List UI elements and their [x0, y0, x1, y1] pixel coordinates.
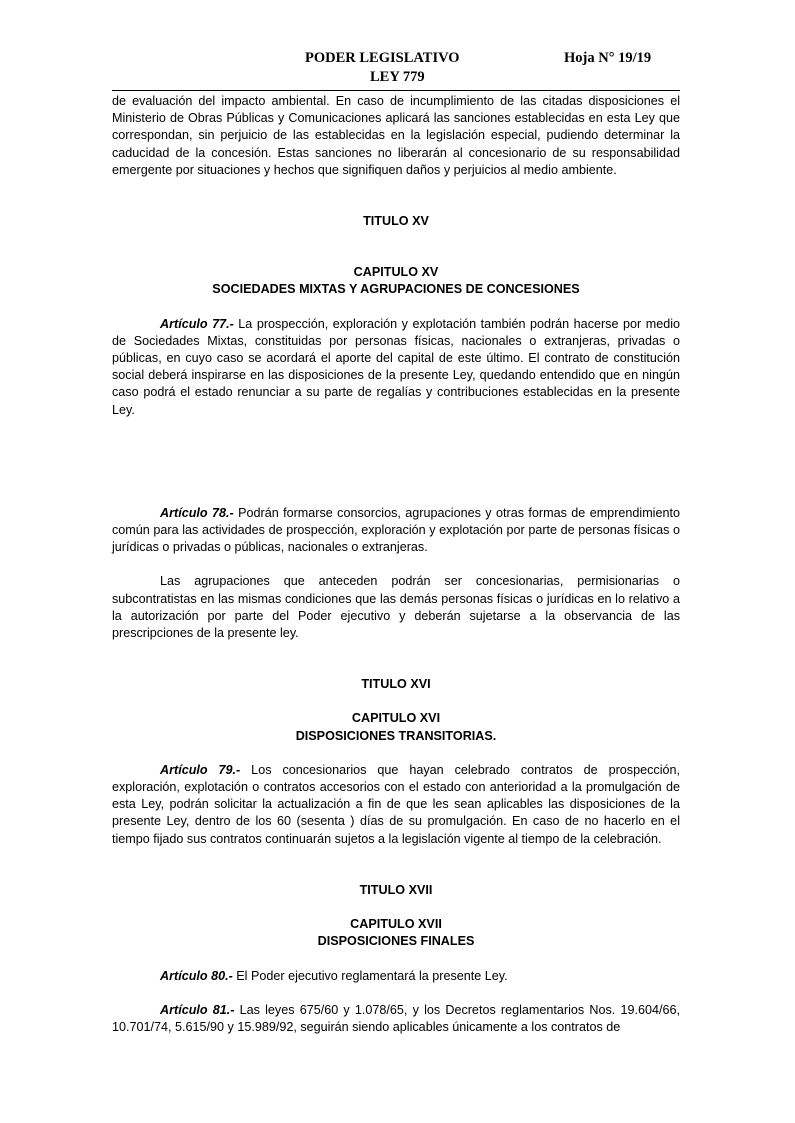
article-78-label: Artículo 78.- — [160, 505, 234, 520]
page-header — [112, 50, 680, 91]
article-77 — [112, 316, 680, 419]
chapter-xvii-name: DISPOSICIONES FINALES — [317, 934, 475, 949]
article-81 — [112, 1002, 680, 1036]
article-77-label: Artículo 77.- — [160, 316, 234, 331]
chapter-xv: CAPITULO XV — [353, 265, 439, 280]
continuation-paragraph: de evaluación del impacto ambiental. En caso de incumplimiento de las citadas disposiciones el Ministerio de Obras Públicas y Comunicaciones aplicará las sanciones establecidas en esta Ley que correspondan, sin perjuicio de las establecidas en la legislación especial, pudiendo determinar la caducidad de la concesión. Estas sanciones no liberarán al concesionario de su responsabilidad emergente por situaciones y hechos que signifiquen daños y perjuicios al medio ambiente. — [112, 94, 680, 177]
chapter-xvi: CAPITULO XVI — [351, 711, 441, 726]
article-80-text: El Poder ejecutivo reglamentará la presente Ley. — [232, 968, 508, 983]
article-81-label: Artículo 81.- — [160, 1002, 235, 1017]
title-xvi: TITULO XVI — [361, 677, 431, 692]
article-80-label: Artículo 80.- — [160, 968, 233, 983]
document-body — [112, 93, 680, 1036]
article-81-text: Las leyes 675/60 y 1.078/65, y los Decretos reglamentarios Nos. 19.604/66, 10.701/74, 5.615/90 y 15.989/92, seguirán siendo aplicables únicamente a los contratos de — [112, 1002, 680, 1034]
article-79 — [112, 762, 680, 848]
article-79-text: Los concesionarios que hayan celebrado contratos de prospección, exploración, explotación o contratos accesorios con el estado con anterioridad a la promulgación de esta Ley, podrán solicitar la actualización a fin de que les sean aplicables las disposiciones de la presente Ley, dentro de los 60 (sesenta ) días de su promulgación. En caso de no hacerlo en el tiempo fijado sus contratos continuarán sujetos a la legislación vigente al tiempo de la celebración. — [112, 762, 681, 846]
article-79-label: Artículo 79.- — [160, 762, 241, 777]
chapter-xv-name: SOCIEDADES MIXTAS Y AGRUPACIONES DE CONCESIONES — [212, 282, 580, 297]
header-sheet-number: Hoja N° 19/19 — [564, 50, 652, 66]
article-77-text: La prospección, exploración y explotación también podrán hacerse por medio de Sociedades Mixtas, constituidas por personas físicas, nacionales o extranjeras, privadas o públicas, en cuyo caso se acordará el aporte del capital de este último. El contrato de constitución social deberá inspirarse en las disposiciones de la presente Ley, quedando entendido que en ningún caso podrá el estado renunciar a su parte de regalías y contribuciones establecidas en la presente Ley. — [112, 316, 680, 417]
article-80 — [112, 968, 680, 985]
chapter-xvi-name: DISPOSICIONES TRANSITORIAS. — [295, 728, 497, 743]
chapter-xvii: CAPITULO XVII — [350, 917, 442, 932]
article-78-text: Podrán formarse consorcios, agrupaciones y otras formas de emprendimiento común para las actividades de prospección, exploración y explotación por parte de personas físicas o jurídicas o privadas o públicas, nacionales o extranjeras. — [112, 505, 680, 555]
article-78 — [112, 505, 680, 557]
title-xvii: TITULO XVII — [359, 882, 433, 897]
article-78-paragraph-2: Las agrupaciones que anteceden podrán ser concesionarias, permisionarias o subcontratistas en las mismas condiciones que las demás personas físicas o jurídicas en lo relativo a la autorización por parte del Poder ejecutivo y deberán sujetarse a la observancia de las prescripciones de la presente ley. — [112, 574, 680, 641]
title-xv: TITULO XV — [363, 214, 429, 229]
header-title: PODER LEGISLATIVO — [305, 50, 460, 66]
header-law-number: LEY 779 — [370, 69, 425, 85]
